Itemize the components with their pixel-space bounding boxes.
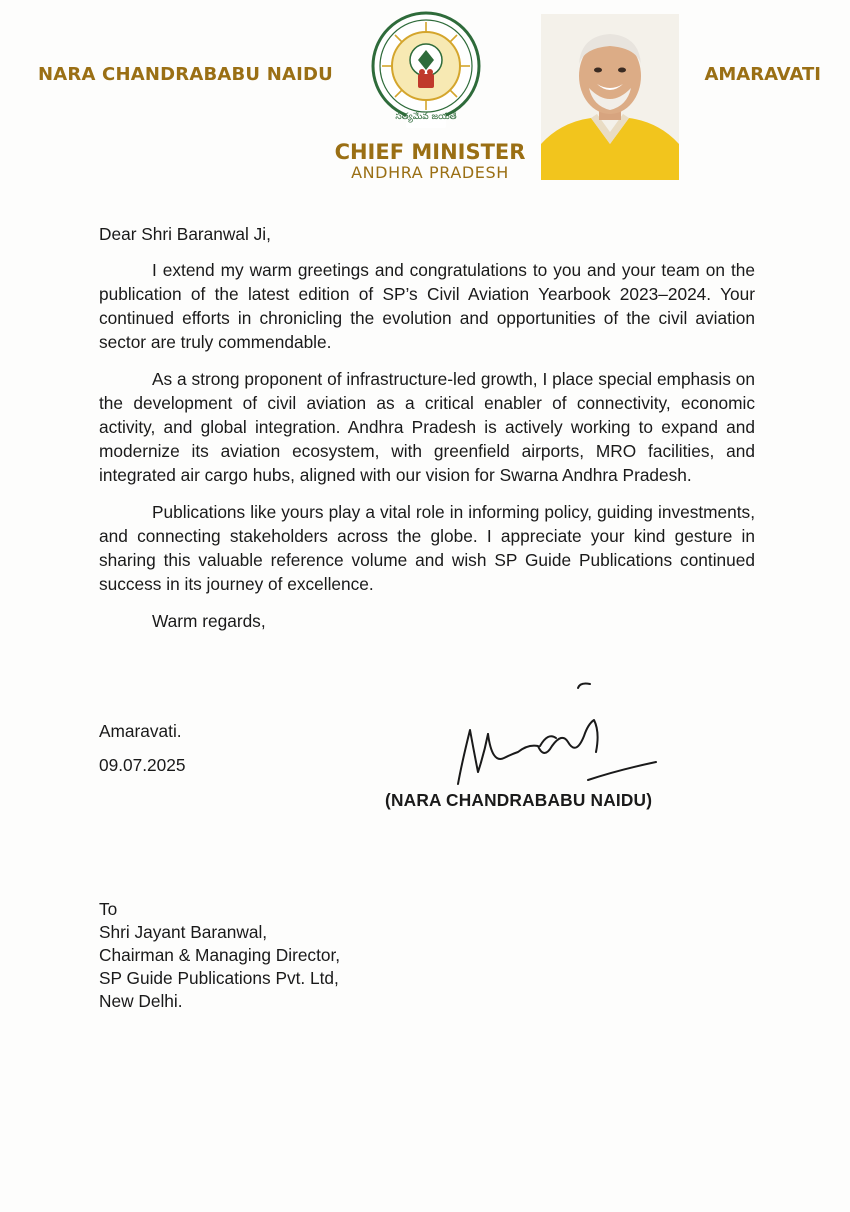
- closing: Warm regards,: [152, 611, 266, 631]
- office-state: ANDHRA PRADESH: [351, 163, 509, 182]
- handwritten-signature: [448, 672, 668, 802]
- address-line: New Delhi.: [99, 991, 183, 1011]
- address-to: To: [99, 899, 118, 919]
- salutation: Dear Shri Baranwal Ji,: [99, 224, 271, 244]
- address-line: Shri Jayant Baranwal,: [99, 922, 268, 942]
- header-city: AMARAVATI: [704, 64, 821, 85]
- date: 09.07.2025: [99, 755, 186, 775]
- header-name: NARA CHANDRABABU NAIDU: [38, 64, 333, 85]
- portrait-photo: [541, 14, 679, 180]
- signatory-name: (NARA CHANDRABABU NAIDU): [385, 790, 653, 810]
- address-line: SP Guide Publications Pvt. Ltd,: [99, 968, 339, 988]
- office-title: CHIEF MINISTER: [334, 140, 526, 164]
- paragraph-1: I extend my warm greetings and congratulations to you and your team on the publication of the latest edition of SP’s Civil Aviation Yearbook 2023–2024. Your continued efforts in chronicling the evolution and opportunities of the civil aviation sector are truly commendable.: [99, 260, 755, 352]
- recipient-address: [99, 898, 340, 1013]
- emblem-script: సత్యమేవ జయతే: [395, 112, 457, 122]
- address-line: Chairman & Managing Director,: [99, 945, 341, 965]
- letter-body: [99, 222, 755, 633]
- place: Amaravati.: [99, 721, 182, 741]
- paragraph-2: As a strong proponent of infrastructure-led growth, I place special emphasis on the development of civil aviation as a critical enabler of connectivity, economic activity, and global integration. Andhra Pradesh is actively working to expand and modernize its aviation ecosystem, with greenfield airports, MRO facilities, and integrated air cargo hubs, aligned with our vision for Swarna Andhra Pradesh.: [99, 369, 755, 485]
- paragraph-3: Publications like yours play a vital role in informing policy, guiding investments, and connecting stakeholders across the globe. I appreciate your kind gesture in sharing this valuable reference volume and wish SP Guide Publications continued success in its journey of excellence.: [99, 502, 755, 594]
